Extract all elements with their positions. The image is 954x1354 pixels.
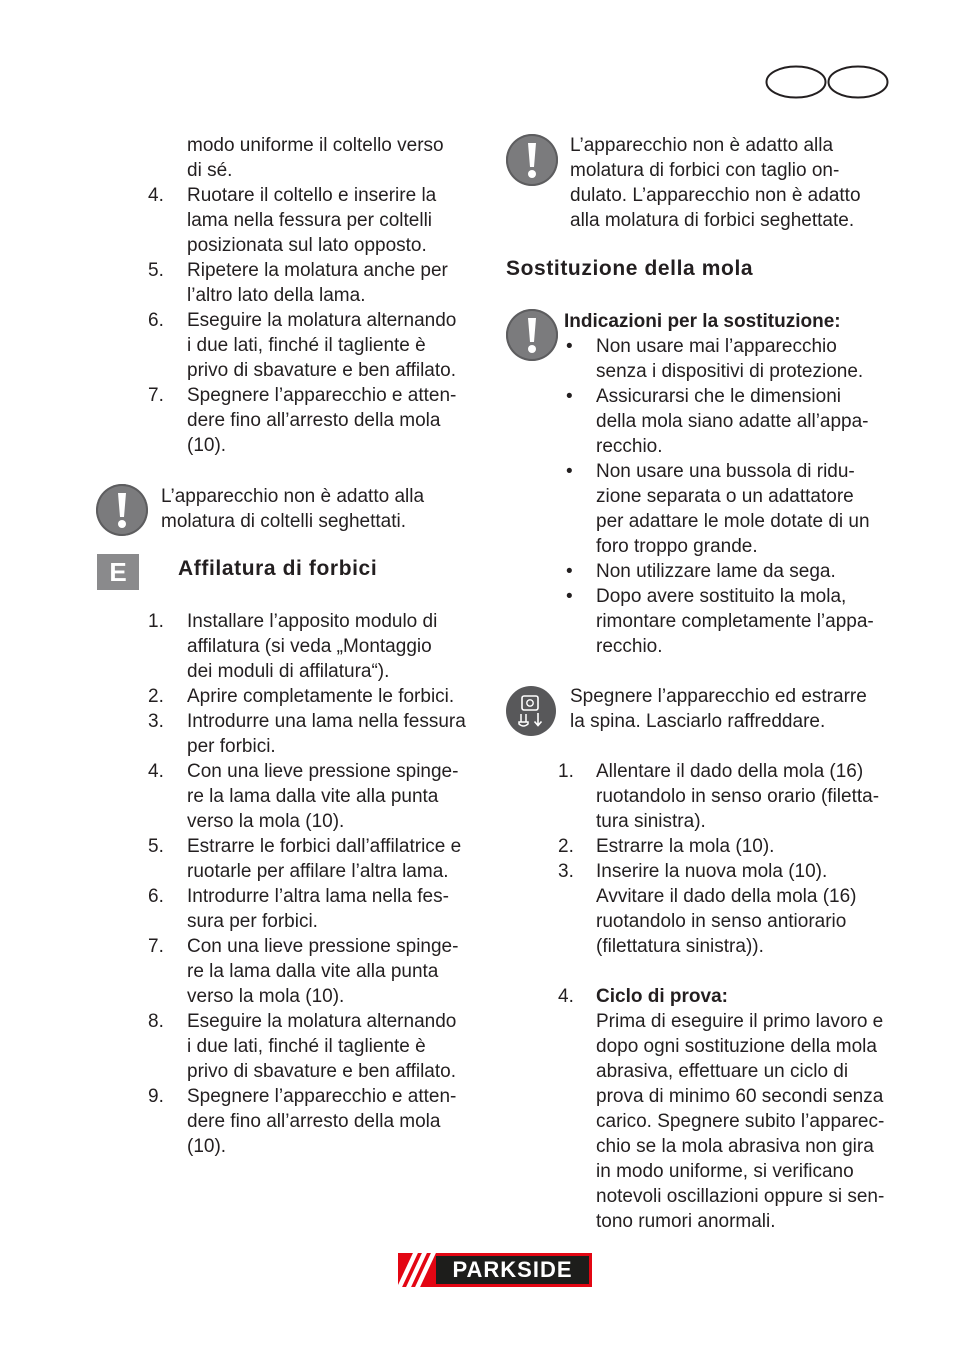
step-text-line: re la lama dalla vite alla punta — [187, 786, 439, 807]
text-line: dopo ogni sostituzione della mola — [596, 1036, 877, 1057]
step-item — [148, 183, 488, 258]
step-text-line: Estrarre le forbici dall’affilatrice e — [187, 836, 462, 857]
step-text-line: Inserire la nuova mola (10). — [596, 861, 828, 882]
replace-heading: Sostituzione della mola — [506, 257, 754, 280]
step-text-line: (filettatura sinistra)). — [596, 936, 764, 957]
bullet-text-line: Non usare mai l’apparecchio — [596, 336, 837, 357]
step-number: 1. — [558, 761, 574, 782]
step-text-line: Installare l’apposito modulo di — [187, 611, 438, 632]
unplug-icon — [506, 686, 556, 736]
step-item — [558, 759, 898, 834]
notes-title: Indicazioni per la sostituzione: — [564, 311, 841, 332]
step-item — [148, 609, 488, 684]
bullet-text-line: Assicurarsi che le dimensioni — [596, 386, 841, 407]
text-line: modo uniforme il coltello verso — [187, 135, 444, 156]
step-item — [148, 684, 488, 709]
parkside-logo — [398, 1253, 592, 1287]
bullet-text-line: per adattare le mole dotate di un — [596, 511, 870, 532]
bullet-text-line: recchio. — [596, 436, 663, 457]
test-run-step — [558, 984, 898, 1234]
step-item — [558, 834, 898, 859]
text-line: la spina. Lasciarlo raffreddare. — [570, 711, 826, 732]
warning-icon — [506, 134, 558, 186]
step-text-line: Ripetere la molatura anche per — [187, 260, 448, 281]
step-text-line: i due lati, finché il tagliente è — [187, 335, 426, 356]
continuation-text — [187, 133, 444, 183]
step-text-line: Eseguire la molatura alternando — [187, 1011, 457, 1032]
step-item — [558, 859, 898, 959]
step-item — [148, 1009, 488, 1084]
step-text-line: sura per forbici. — [187, 911, 318, 932]
step-text-line: Introdurre una lama nella fessura — [187, 711, 466, 732]
step-text-line: dei moduli di affilatura“). — [187, 661, 390, 682]
step-text-line: ruotandolo in senso antiorario — [596, 911, 847, 932]
test-run-title: Ciclo di prova: — [596, 986, 728, 1007]
scissors-heading: Affilatura di forbici — [178, 557, 378, 580]
exclamation-warning-icon — [506, 309, 558, 361]
step-text-line: Con una lieve pressione spinge- — [187, 761, 459, 782]
step-text-line: l’altro lato della lama. — [187, 285, 366, 306]
step-text-line: Avvitare il dado della mola (16) — [596, 886, 857, 907]
step-text-line: Spegnere l’apparecchio e atten- — [187, 385, 457, 406]
step-number: 8. — [148, 1011, 164, 1032]
text-line: Spegnere l’apparecchio ed estrarre — [570, 686, 867, 707]
step-number: 3. — [148, 711, 164, 732]
scissors-steps-list — [148, 609, 488, 1159]
step-item — [148, 709, 488, 759]
step-text-line: Estrarre la mola (10). — [596, 836, 775, 857]
step-number: 7. — [148, 936, 164, 957]
text-line: notevoli oscillazioni oppure si sen- — [596, 1186, 885, 1207]
step-text-line: (10). — [187, 435, 227, 456]
text-line: dulato. L’apparecchio non è adatto — [570, 185, 861, 206]
step-text-line: i due lati, finché il tagliente è — [187, 1036, 426, 1057]
step-number: 1. — [148, 611, 164, 632]
step-text-line: dere fino all’arresto della mola — [187, 1111, 441, 1132]
knife-steps-list — [148, 183, 488, 458]
bullet-item — [564, 584, 904, 659]
step-text-line: affilatura (si veda „Montaggio — [187, 636, 432, 657]
step-number: 6. — [148, 310, 164, 331]
step-text-line: (10). — [187, 1136, 227, 1157]
text-line: L’apparecchio non è adatto alla — [161, 486, 425, 507]
warning-icon — [96, 484, 148, 536]
step-number: 5. — [148, 260, 164, 281]
step-text-line: Spegnere l’apparecchio e atten- — [187, 1086, 457, 1107]
bullet-text-line: zione separata o un adattatore — [596, 486, 854, 507]
step-text-line: verso la mola (10). — [187, 986, 345, 1007]
step-number: 9. — [148, 1086, 164, 1107]
text-line: carico. Spegnere subito l’apparec- — [596, 1111, 885, 1132]
section-letter-badge: E — [97, 554, 139, 590]
step-number: 6. — [148, 886, 164, 907]
step-text-line: dere fino all’arresto della mola — [187, 410, 441, 431]
bullet-text-line: Non utilizzare lame da sega. — [596, 561, 836, 582]
bullet-text-line: senza i dispositivi di protezione. — [596, 361, 864, 382]
text-line: molatura di forbici con taglio on- — [570, 160, 840, 181]
unplug-text — [570, 684, 867, 734]
step-item — [148, 258, 488, 308]
step-text-line: lama nella fessura per coltelli — [187, 210, 433, 231]
text-line: alla molatura di forbici seghettate. — [570, 210, 855, 231]
bullet-icon: • — [566, 336, 573, 357]
step-item — [148, 308, 488, 383]
text-line: in modo uniforme, si verificano — [596, 1161, 854, 1182]
step-text-line: Aprire completamente le forbici. — [187, 686, 455, 707]
exclamation-warning-icon — [506, 134, 558, 186]
step-item — [148, 759, 488, 834]
bullet-text-line: della mola siano adatte all’appa- — [596, 411, 869, 432]
step-text-line: verso la mola (10). — [187, 811, 345, 832]
bullet-icon: • — [566, 461, 573, 482]
step-text-line: tura sinistra). — [596, 811, 706, 832]
logo-wordmark: PARKSIDE — [436, 1256, 589, 1284]
exclamation-warning-icon — [96, 484, 148, 536]
step-text-line: ruotandolo in senso orario (filetta- — [596, 786, 880, 807]
step-number: 7. — [148, 385, 164, 406]
step-item — [148, 1084, 488, 1159]
bullet-icon: • — [566, 586, 573, 607]
bullet-icon: • — [566, 561, 573, 582]
step-text-line: posizionata sul lato opposto. — [187, 235, 427, 256]
bullet-item — [564, 334, 904, 384]
step-text-line: privo di sbavature e ben affilato. — [187, 360, 456, 381]
replacement-notes-list — [564, 334, 904, 659]
bullet-item — [564, 459, 904, 559]
text-line: chio se la mola abrasiva non gira — [596, 1136, 874, 1157]
step-text-line: privo di sbavature e ben affilato. — [187, 1061, 456, 1082]
replace-steps-list — [558, 759, 898, 959]
step-number: 5. — [148, 836, 164, 857]
step-text-line: Eseguire la molatura alternando — [187, 310, 457, 331]
unplug-power-icon — [506, 686, 556, 736]
bullet-icon: • — [566, 386, 573, 407]
step-number: 2. — [558, 836, 574, 857]
step-text-line: Allentare il dado della mola (16) — [596, 761, 864, 782]
language-badge — [765, 65, 889, 99]
bullet-text-line: Non usare una bussola di ridu- — [596, 461, 855, 482]
text-line: prova di minimo 60 secondi senza — [596, 1086, 884, 1107]
step-number: 4. — [148, 185, 164, 206]
warning-icon — [506, 309, 558, 361]
step-number: 3. — [558, 861, 574, 882]
text-line: abrasiva, effettuare un ciclo di — [596, 1061, 849, 1082]
bullet-text-line: rimontare completamente l’appa- — [596, 611, 874, 632]
text-line: di sé. — [187, 160, 233, 181]
bullet-item — [564, 384, 904, 459]
step-text-line: Con una lieve pressione spinge- — [187, 936, 459, 957]
step-text-line: Introdurre l’altra lama nella fes- — [187, 886, 449, 907]
step-number: 2. — [148, 686, 164, 707]
step-text-line: ruotarle per affilare l’altra lama. — [187, 861, 449, 882]
bullet-text-line: Dopo avere sostituito la mola, — [596, 586, 847, 607]
text-line: L’apparecchio non è adatto alla — [570, 135, 834, 156]
step-text-line: Ruotare il coltello e inserire la — [187, 185, 437, 206]
bullet-text-line: foro troppo grande. — [596, 536, 758, 557]
step-item — [148, 884, 488, 934]
text-line: Prima di eseguire il primo lavoro e — [596, 1011, 884, 1032]
step-number: 4. — [558, 986, 574, 1007]
warning-scissors-text — [570, 133, 861, 233]
text-line: tono rumori anormali. — [596, 1211, 776, 1232]
warning-knives-text — [161, 484, 424, 534]
step-text-line: per forbici. — [187, 736, 276, 757]
language-oval-icon — [765, 65, 889, 99]
step-item — [148, 934, 488, 1009]
step-number: 4. — [148, 761, 164, 782]
step-item — [148, 383, 488, 458]
step-item — [148, 834, 488, 884]
text-line: molatura di coltelli seghettati. — [161, 511, 407, 532]
bullet-text-line: recchio. — [596, 636, 663, 657]
bullet-item — [564, 559, 904, 584]
step-text-line: re la lama dalla vite alla punta — [187, 961, 439, 982]
